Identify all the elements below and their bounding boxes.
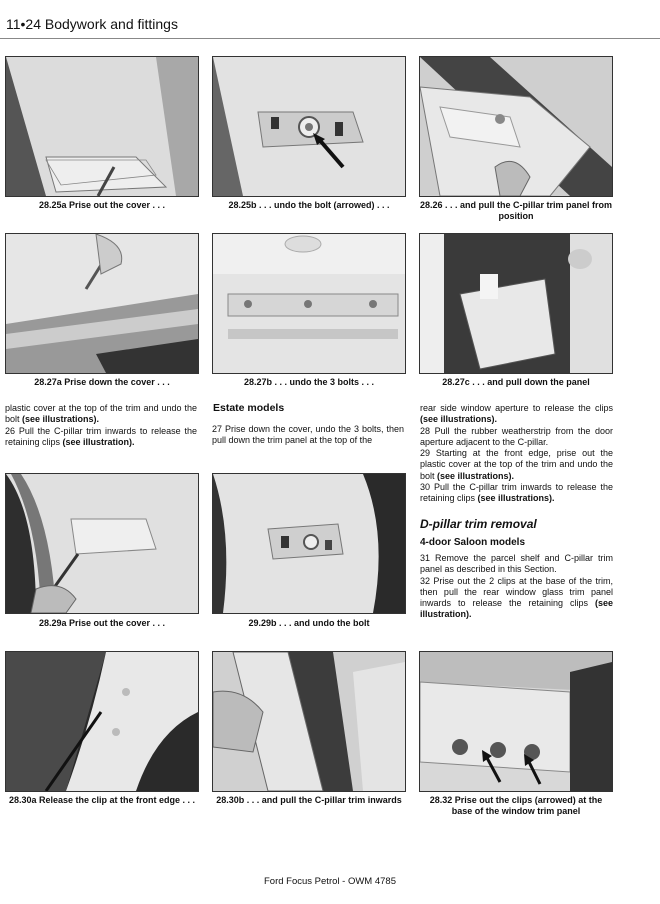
photo-28-29a	[5, 473, 199, 614]
photo-28-30a	[5, 651, 199, 792]
photo-28-30b	[212, 651, 406, 792]
page-header	[0, 0, 660, 40]
column-3-text-lower: 31 Remove the parcel shelf and C-pillar trim panel as described in this Section. 32 Prise out the 2 clips at the base of the trim, then pull the rear window glass trim panel inwards to release the retaining clips (see illustration).	[420, 553, 613, 620]
caption-28-26: 28.26 . . . and pull the C-pillar trim panel from position	[419, 200, 613, 221]
caption-28-29a: 28.29a Prise out the cover . . .	[38, 618, 166, 628]
caption-29-29b: 29.29b . . . and undo the bolt	[248, 618, 370, 628]
subheading-4-door-saloon: 4-door Saloon models	[420, 537, 526, 548]
caption-28-32: 28.32 Prise out the clips (arrowed) at the base of the window trim panel	[429, 795, 603, 816]
photo-28-27a	[5, 233, 199, 374]
column-1-text: plastic cover at the top of the trim and undo the bolt (see illustrations). 26 Pull the C-pillar trim inwards to release the retaining clips (see illustration).	[5, 403, 197, 447]
photo-28-32	[419, 651, 613, 792]
caption-28-27b: 28.27b . . . undo the 3 bolts . . .	[243, 377, 375, 387]
photo-28-27b	[212, 233, 406, 374]
column-2-text: 27 Prise down the cover, undo the 3 bolts, then pull down the trim panel at the top of the	[212, 424, 404, 446]
header-rule	[0, 38, 660, 39]
page-footer: Ford Focus Petrol - OWM 4785	[264, 876, 396, 887]
photo-28-27c	[419, 233, 613, 374]
photo-28-25a	[5, 56, 199, 197]
photo-29-29b	[212, 473, 406, 614]
photo-28-26	[419, 56, 613, 197]
caption-28-30b: 28.30b . . . and pull the C-pillar trim inwards	[216, 795, 402, 805]
photo-28-25b	[212, 56, 406, 197]
heading-d-pillar-trim-removal: D-pillar trim removal	[420, 517, 537, 531]
caption-28-27a: 28.27a Prise down the cover . . .	[34, 377, 170, 387]
page-title: 11•24 Bodywork and fittings	[6, 16, 178, 32]
caption-28-30a: 28.30a Release the clip at the front edge . . .	[8, 795, 196, 805]
caption-28-25a: 28.25a Prise out the cover . . .	[38, 200, 166, 210]
column-3-text: rear side window aperture to release the clips (see illustrations). 28 Pull the rubber weatherstrip from the door aperture adjacent to the C-pillar. 29 Starting at the front edge, prise out the plastic cover at the top of the trim and undo the bolt (see illustrations). 30 Pull the C-pillar trim inwards to release the retaining clips (see illustrations).	[420, 403, 613, 504]
caption-28-25b: 28.25b . . . undo the bolt (arrowed) . . .	[228, 200, 390, 210]
heading-estate-models: Estate models	[213, 402, 285, 414]
caption-28-27c: 28.27c . . . and pull down the panel	[442, 377, 590, 387]
